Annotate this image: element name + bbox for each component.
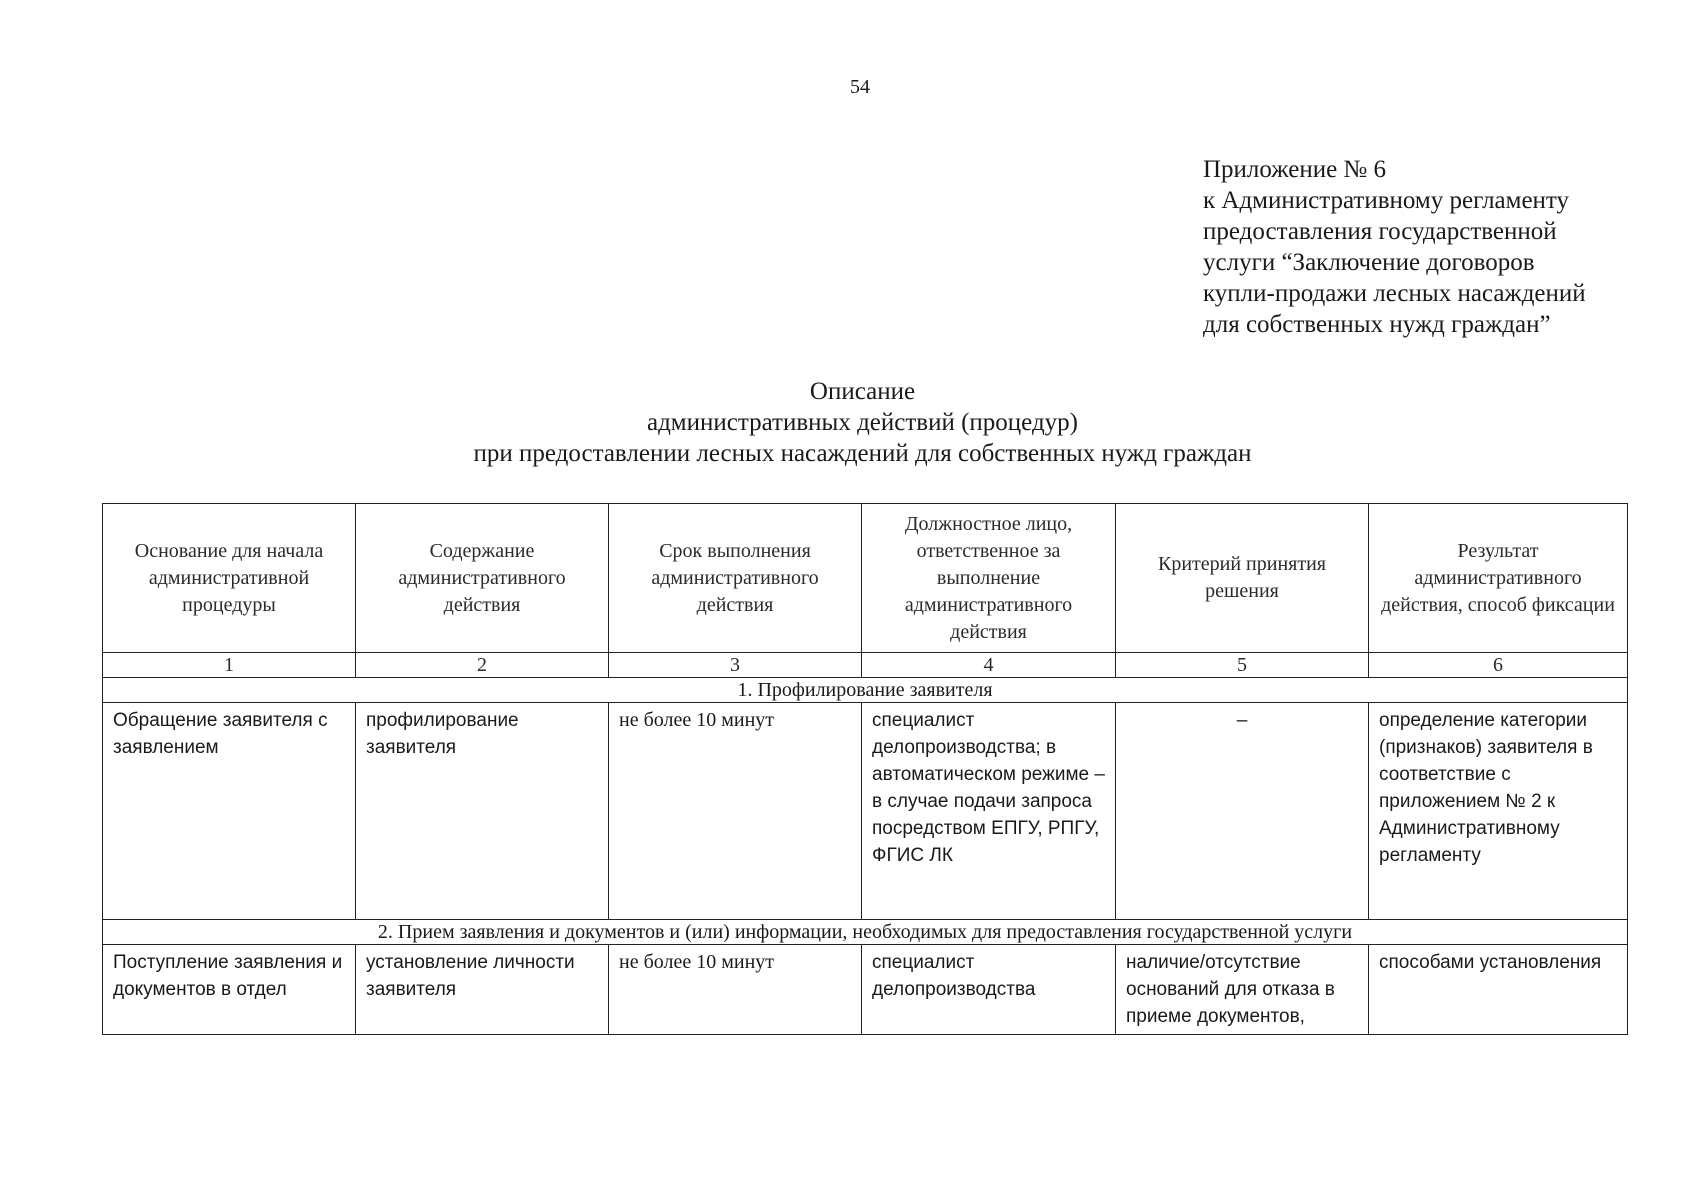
section-title: 2. Прием заявления и документов и (или) информации, необходимых для предоставления государственной услуги [103,920,1628,945]
cell-official: специалист делопроизводства [862,945,1116,1035]
cell-content: профилирование заявителя [356,703,609,920]
appendix-line: предоставления государственной [1203,218,1557,245]
column-header-content: Содержание административного действия [356,504,609,653]
column-number-row [103,653,1628,678]
cell-result: способами установления [1369,945,1628,1035]
appendix-line: купли-продажи лесных насаждений [1203,280,1586,307]
page-number: 54 [850,76,870,98]
cell-official: специалист делопроизводства; в автоматическом режиме – в случае подачи запроса посредством ЕПГУ, РПГУ, ФГИС ЛК [862,703,1116,920]
column-number: 1 [103,653,356,678]
procedures-table [102,503,1628,1035]
cell-content: установление личности заявителя [356,945,609,1035]
section-header-row [103,678,1628,703]
column-header-criterion: Критерий принятия решения [1116,504,1369,653]
column-number: 5 [1116,653,1369,678]
column-header-basis: Основание для начала административной процедуры [103,504,356,653]
appendix-header [1203,154,1673,340]
table-header-row [103,504,1628,653]
title-line: Описание [809,378,916,405]
column-number: 2 [356,653,609,678]
section-header-row [103,920,1628,945]
cell-term: не более 10 минут [609,703,862,920]
column-number: 3 [609,653,862,678]
cell-basis: Поступление заявления и документов в отдел [103,945,356,1035]
title-line: при предоставлении лесных насаждений для собственных нужд граждан [473,440,1252,467]
column-header-official: Должностное лицо, ответственное за выполнение административного действия [862,504,1116,653]
column-header-result: Результат административного действия, способ фиксации [1369,504,1628,653]
cell-result: определение категории (признаков) заявителя в соответствие с приложением № 2 к Административному регламенту [1369,703,1628,920]
column-number: 6 [1369,653,1628,678]
cell-term: не более 10 минут [609,945,862,1035]
document-title [300,376,1425,469]
table-row [103,945,1628,1035]
cell-criterion: – [1116,703,1369,920]
column-header-term: Срок выполнения административного действия [609,504,862,653]
column-number: 4 [862,653,1116,678]
title-line: административных действий (процедур) [646,409,1078,436]
appendix-line: к Административному регламенту [1203,187,1570,214]
appendix-line: Приложение № 6 [1203,156,1387,183]
section-title: 1. Профилирование заявителя [103,678,1628,703]
cell-criterion: наличие/отсутствие оснований для отказа в приеме документов, [1116,945,1369,1035]
cell-basis: Обращение заявителя с заявлением [103,703,356,920]
appendix-line: для собственных нужд граждан” [1203,311,1551,338]
table-row [103,703,1628,920]
appendix-line: услуги “Заключение договоров [1203,249,1535,276]
